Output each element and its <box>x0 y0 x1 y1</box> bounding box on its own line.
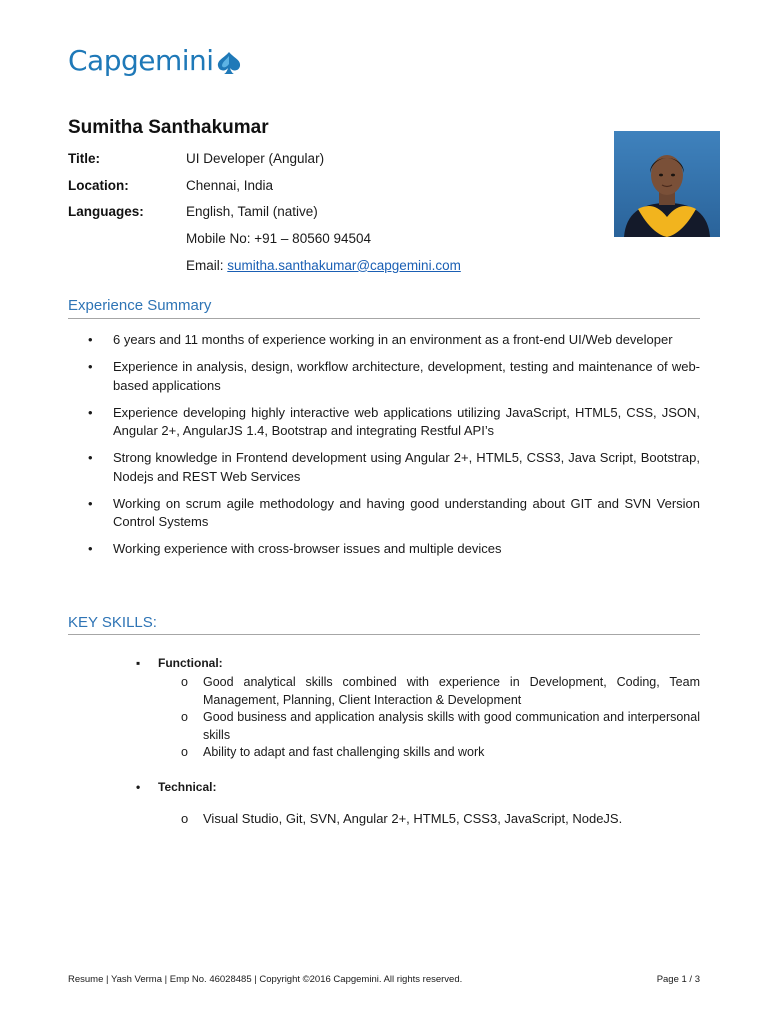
circle-bullet-icon: o <box>181 745 188 759</box>
circle-bullet-icon: o <box>181 710 188 724</box>
list-item: • Experience in analysis, design, workflow architecture, development, testing and maintenance of web-based applications <box>88 359 700 393</box>
key-skills <box>68 656 700 827</box>
page-footer <box>68 974 700 985</box>
list-item: o Ability to adapt and fast challenging skills and work <box>68 744 700 762</box>
info-label <box>68 258 186 285</box>
list-item: • Working on scrum agile methodology and having good understanding about GIT and SVN Version Control Systems <box>88 495 700 529</box>
experience-summary-heading: Experience Summary <box>68 297 212 314</box>
list-item: • 6 years and 11 months of experience working in an environment as a front-end UI/Web developer <box>68 331 700 350</box>
bullet-icon: • <box>88 404 93 420</box>
logo-text: Capgemini <box>68 44 214 77</box>
bullet-icon: • <box>88 541 93 556</box>
email-prefix: Email: <box>186 257 228 273</box>
info-row-languages <box>68 204 461 231</box>
bullet-icon: • <box>88 495 93 511</box>
contact-info <box>68 151 461 284</box>
circle-bullet-icon: o <box>181 810 189 826</box>
functional-skills-list <box>68 674 700 762</box>
list-item: o Visual Studio, Git, SVN, Angular 2+, HTML5, CSS3, JavaScript, NodeJS. <box>181 810 623 826</box>
info-label: Languages: <box>68 204 144 220</box>
key-skills-heading: KEY SKILLS: <box>68 614 157 631</box>
footer-text: Resume | Yash Verma | Emp No. 46028485 | Copyright ©2016 Capgemini. All rights reserved. <box>68 974 463 985</box>
list-item: • Strong knowledge in Frontend development using Angular 2+, HTML5, CSS3, Java Script, Bootstrap, Nodejs and REST Web Services <box>88 450 700 484</box>
spade-logo-icon <box>216 51 242 75</box>
section-divider <box>68 634 700 635</box>
functional-skills-heading: ▪ Functional: <box>136 656 223 670</box>
bullet-icon: • <box>88 450 93 465</box>
experience-list <box>68 331 700 567</box>
capgemini-logo <box>68 44 242 77</box>
info-row-title <box>68 151 461 178</box>
info-value: English, Tamil (native) <box>186 204 318 220</box>
square-bullet-icon: ▪ <box>136 656 141 670</box>
info-label <box>68 231 186 258</box>
info-row-email <box>68 258 461 285</box>
page-number: Page 1 / 3 <box>656 974 700 985</box>
bullet-icon: • <box>88 332 93 347</box>
list-item: • Experience developing highly interactive web applications utilizing JavaScript, HTML5, CSS, JSON, Angular 2+, AngularJS 1.4, Bootstrap and integrating Restful API’s <box>88 404 700 438</box>
technical-skills-heading: • Technical: <box>136 779 217 794</box>
info-value: Chennai, India <box>186 177 274 193</box>
info-row-location <box>68 178 461 205</box>
info-value <box>186 258 461 285</box>
list-item: • Working experience with cross-browser issues and multiple devices <box>68 540 700 559</box>
bullet-icon: • <box>136 779 141 794</box>
info-label: Title: <box>68 151 101 166</box>
info-row-mobile <box>68 231 461 258</box>
info-value: UI Developer (Angular) <box>186 151 325 166</box>
list-item: o Good analytical skills combined with experience in Development, Coding, Team Management, Planning, Client Interaction & Development <box>181 675 700 707</box>
bullet-icon: • <box>88 359 93 374</box>
profile-photo-image <box>614 131 720 237</box>
profile-photo <box>614 131 720 237</box>
technical-skills-list <box>68 810 700 828</box>
candidate-name: Sumitha Santhakumar <box>68 117 269 138</box>
email-link[interactable]: sumitha.santhakumar@capgemini.com <box>227 257 461 273</box>
section-divider <box>68 318 700 319</box>
list-item: o Good business and application analysis skills with good communication and interpersonal skills <box>181 710 700 742</box>
info-value: Mobile No: +91 – 80560 94504 <box>186 231 372 247</box>
info-label: Location: <box>68 177 129 193</box>
circle-bullet-icon: o <box>181 675 188 689</box>
